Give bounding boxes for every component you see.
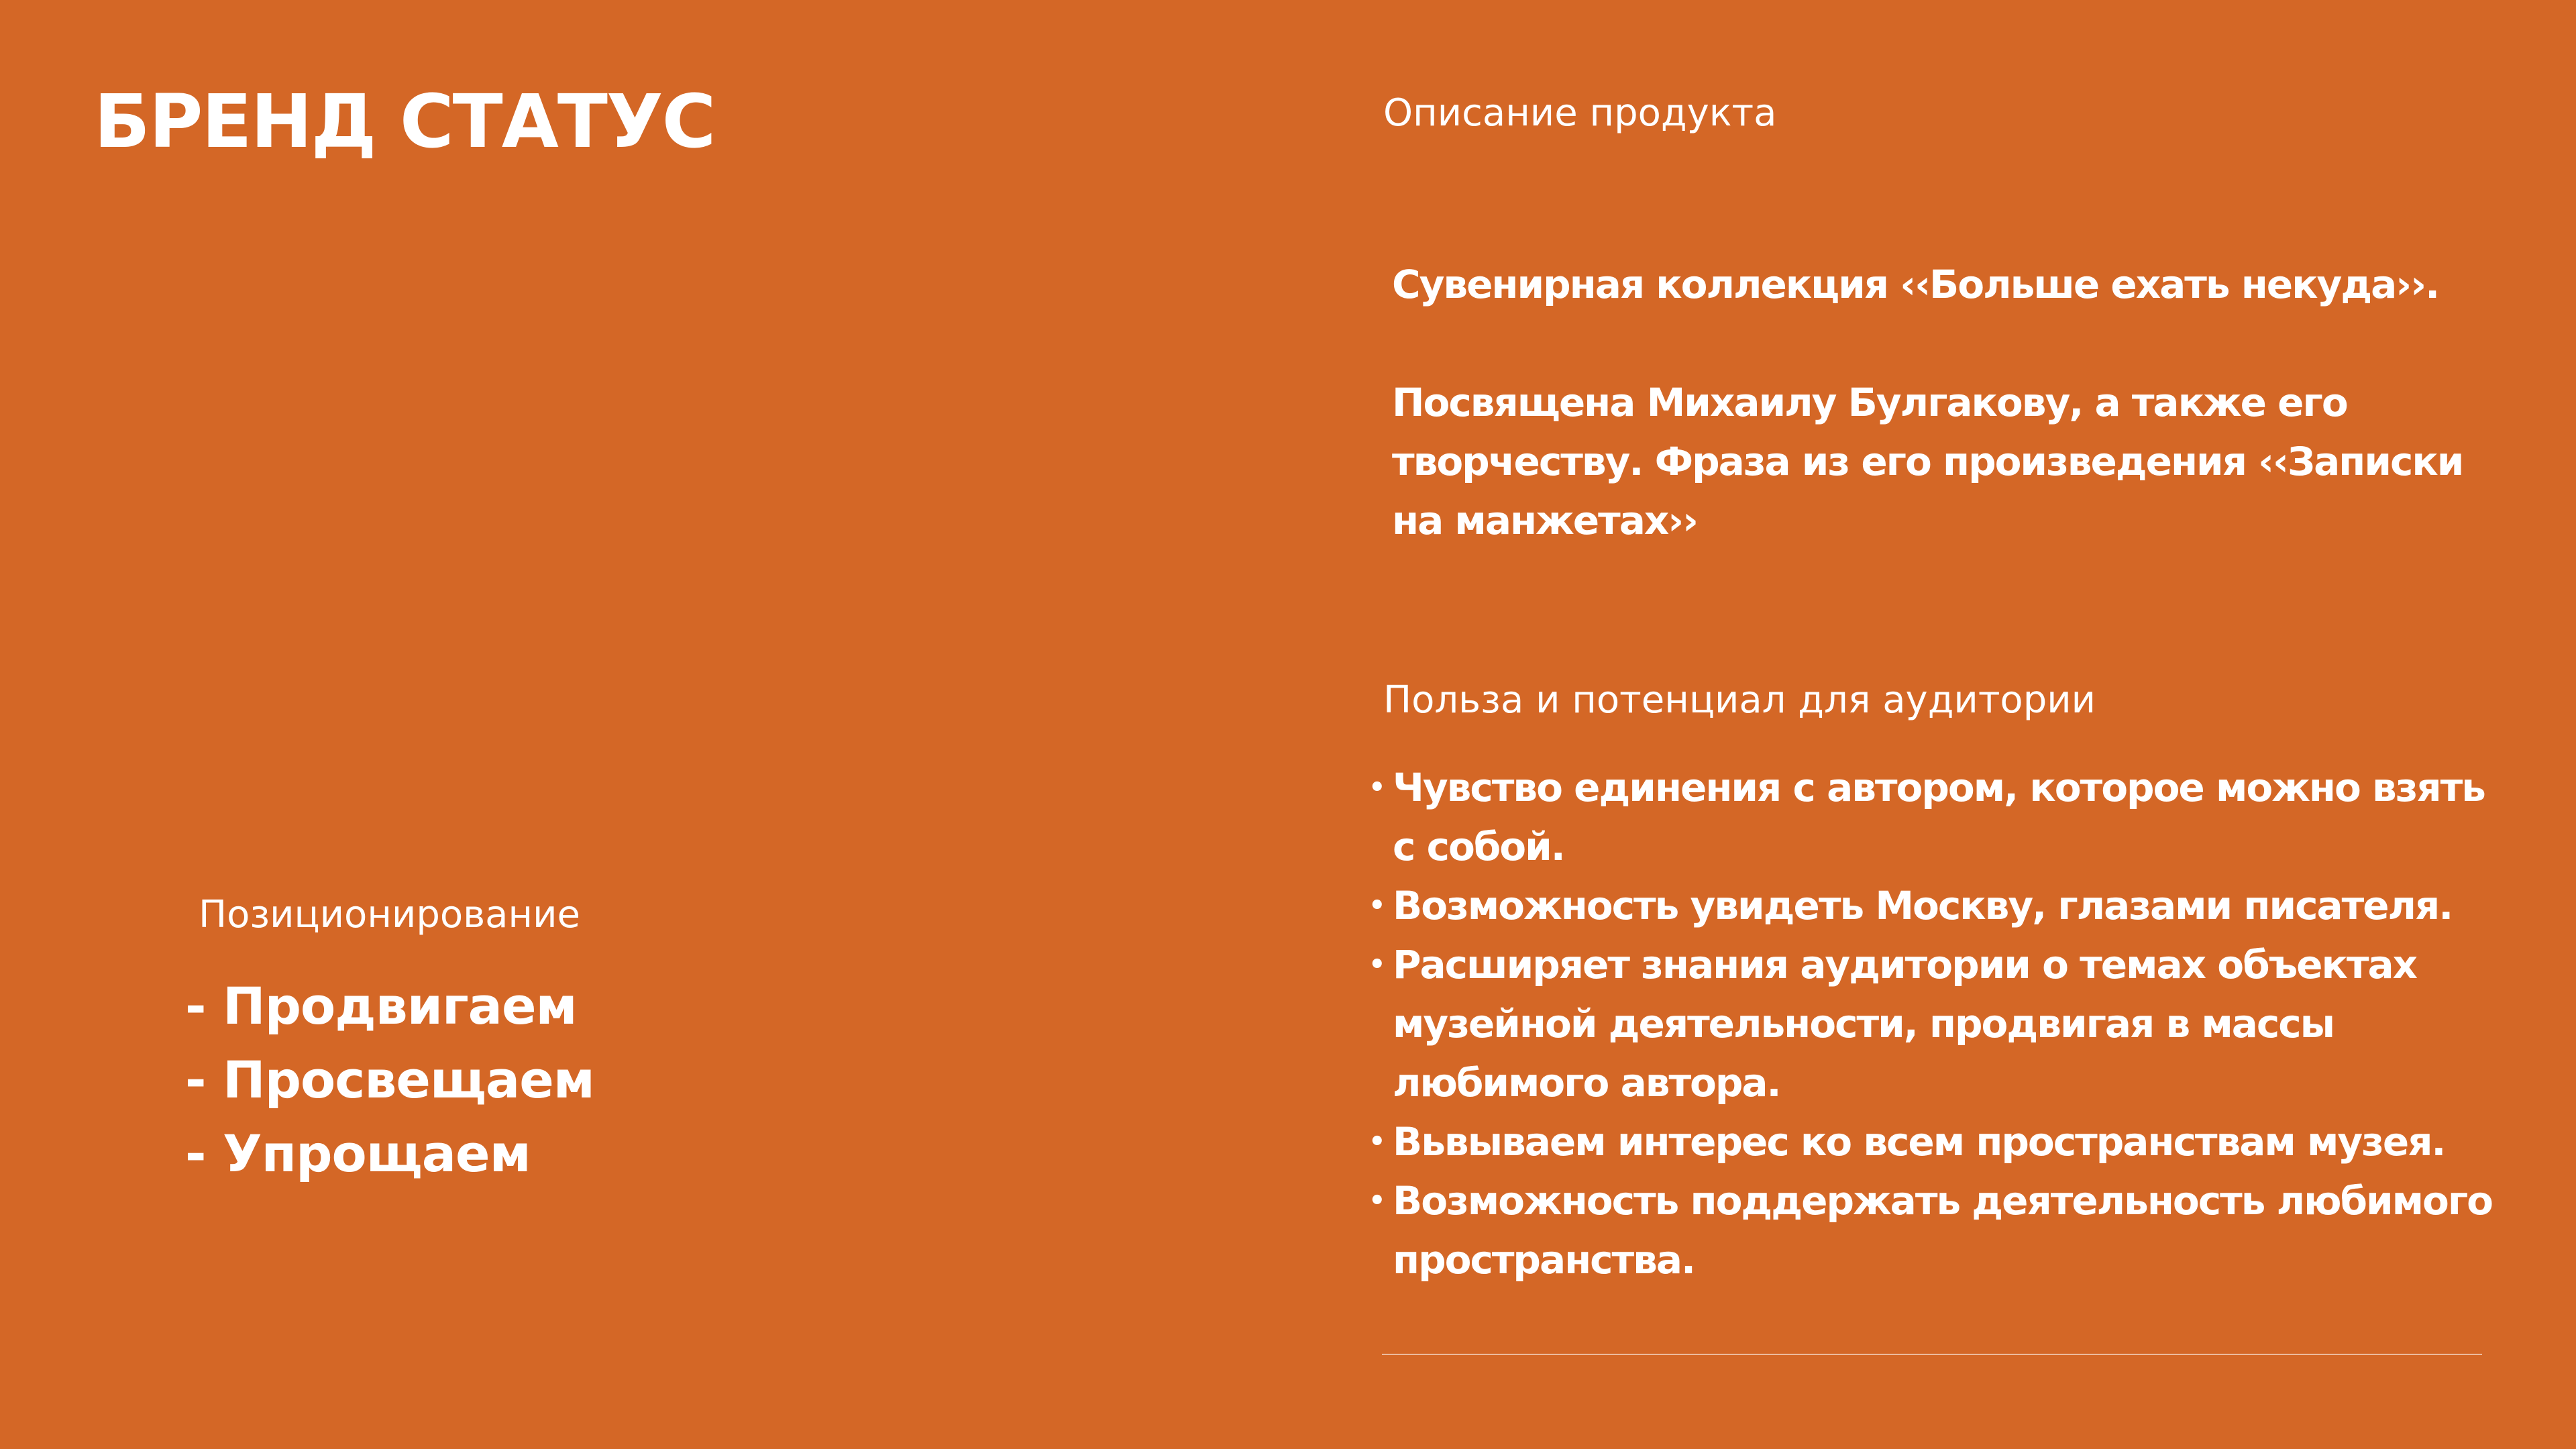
bullet-icon: • bbox=[1368, 1185, 1385, 1216]
description-label: Описание продукта bbox=[1383, 91, 1777, 135]
description-paragraph-2: Посвящена Михаилу Булгакову, а также его творчеству. Фраза из его произведения ‹‹Записки на манжетах›› bbox=[1392, 380, 2463, 543]
product-description bbox=[1392, 255, 2479, 550]
benefit-text: Чувство единения с автором, которое можно взять с собой. bbox=[1393, 765, 2485, 869]
benefit-text: Вьвываем интерес ко всем пространствам музея. bbox=[1393, 1119, 2445, 1165]
list-item: - Упрощаем bbox=[185, 1124, 531, 1183]
list-item bbox=[1368, 1112, 2509, 1171]
list-item: - Просвещаем bbox=[185, 1050, 594, 1110]
benefits-label: Польза и потенциал для аудитории bbox=[1383, 678, 2096, 722]
list-item: - Продвигаем bbox=[185, 976, 577, 1036]
list-item bbox=[1368, 876, 2509, 935]
benefit-text: Возможность увидеть Москву, глазами писателя. bbox=[1393, 883, 2453, 928]
divider-line bbox=[1382, 1354, 2482, 1355]
list-item bbox=[1368, 935, 2509, 1112]
bullet-icon: • bbox=[1368, 890, 1385, 921]
bullet-icon: • bbox=[1368, 949, 1385, 980]
benefits-list bbox=[1368, 758, 2509, 1289]
bullet-icon: • bbox=[1368, 1126, 1385, 1157]
benefit-text: Возможность поддержать деятельность любимого пространства. bbox=[1393, 1178, 2493, 1283]
benefit-text: Расширяет знания аудитории о темах объектах музейной деятельности, продвигая в массы любимого автора. bbox=[1393, 942, 2417, 1106]
positioning-list bbox=[185, 969, 594, 1191]
list-item bbox=[1368, 758, 2509, 876]
list-item bbox=[1368, 1171, 2509, 1289]
page-title: БРЕНД СТАТУС bbox=[94, 78, 715, 164]
description-paragraph-1: Сувенирная коллекция ‹‹Больше ехать некуда››. bbox=[1392, 262, 2439, 307]
positioning-label: Позиционирование bbox=[199, 893, 580, 936]
bullet-icon: • bbox=[1368, 772, 1385, 803]
